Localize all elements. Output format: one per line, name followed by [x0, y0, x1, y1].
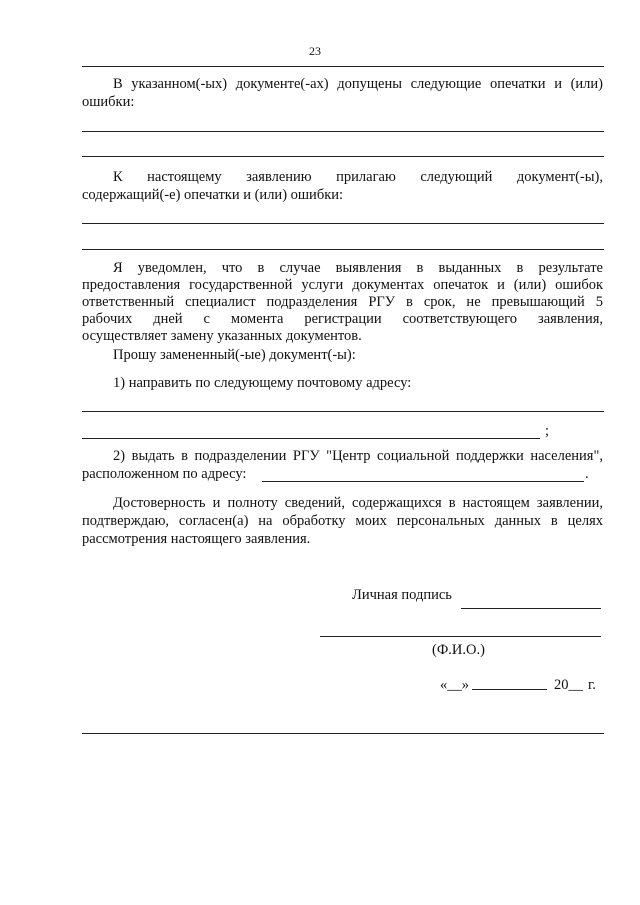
period-mark: . — [585, 466, 589, 482]
consent-text-line1: Достоверность и полноту сведений, содержащихся в настоящем заявлении, — [113, 495, 603, 511]
bottom-rule — [82, 733, 604, 734]
date-year: 20__ — [554, 677, 583, 693]
semicolon-mark: ; — [545, 423, 550, 439]
errors-text-line2: ошибки: — [82, 94, 135, 110]
date-day: «__» — [440, 677, 469, 693]
request-intro: Прошу замененный(-ые) документ(-ы): — [113, 347, 356, 363]
attach-field-line-1[interactable] — [82, 223, 604, 224]
attach-field-line-2[interactable] — [82, 249, 604, 250]
date-month-line[interactable] — [472, 689, 547, 690]
notice-text-line3: ответственный специалист подразделения РГУ в срок, не превышающий 5 — [82, 294, 603, 310]
attach-text-line2: содержащий(-е) опечатки и (или) ошибки: — [82, 187, 344, 203]
notice-text-line2: предоставления государственной услуги документах опечаток и (или) ошибок — [82, 277, 603, 293]
signature-label: Личная подпись — [352, 587, 452, 603]
request-option1: 1) направить по следующему почтовому адресу: — [113, 375, 412, 391]
errors-field-line-2[interactable] — [82, 156, 604, 157]
notice-text-line4: рабочих дней с момента регистрации соответствующего заявления, — [82, 311, 603, 327]
notice-text-line5: осуществляет замену указанных документов. — [82, 328, 362, 344]
page-number: 23 — [309, 44, 321, 58]
postal-address-line-2[interactable] — [82, 438, 540, 439]
attach-text-line1 — [113, 168, 603, 186]
errors-text-line1: В указанном(-ых) документе(-ах) допущены следующие опечатки и (или) — [113, 76, 603, 92]
errors-field-line-1[interactable] — [82, 131, 604, 132]
request-option2-line1: 2) выдать в подразделении РГУ "Центр социальной поддержки населения", — [113, 448, 603, 464]
attach-word-6: документ(-ы), — [516, 169, 603, 185]
postal-address-line-1[interactable] — [82, 411, 604, 412]
fio-line[interactable] — [320, 636, 601, 637]
request-option2-line2: расположенном по адресу: — [82, 466, 247, 482]
signature-line[interactable] — [461, 608, 601, 609]
consent-text-line3: рассмотрения настоящего заявления. — [82, 531, 311, 547]
consent-text-line2: подтверждаю, согласен(а) на обработку моих персональных данных в целях — [82, 513, 603, 529]
date-suffix: г. — [588, 677, 596, 693]
fio-label: (Ф.И.О.) — [432, 642, 485, 658]
attach-word-2: настоящему — [147, 169, 222, 185]
attach-word-3: заявлению — [246, 169, 312, 185]
attach-word-1: К — [113, 169, 123, 185]
attach-word-4: прилагаю — [336, 169, 396, 185]
rgu-address-line[interactable] — [262, 481, 584, 482]
attach-word-5: следующий — [420, 169, 493, 185]
notice-text-line1: Я уведомлен, что в случае выявления в выданных в результате — [113, 260, 603, 276]
top-rule — [82, 66, 604, 67]
